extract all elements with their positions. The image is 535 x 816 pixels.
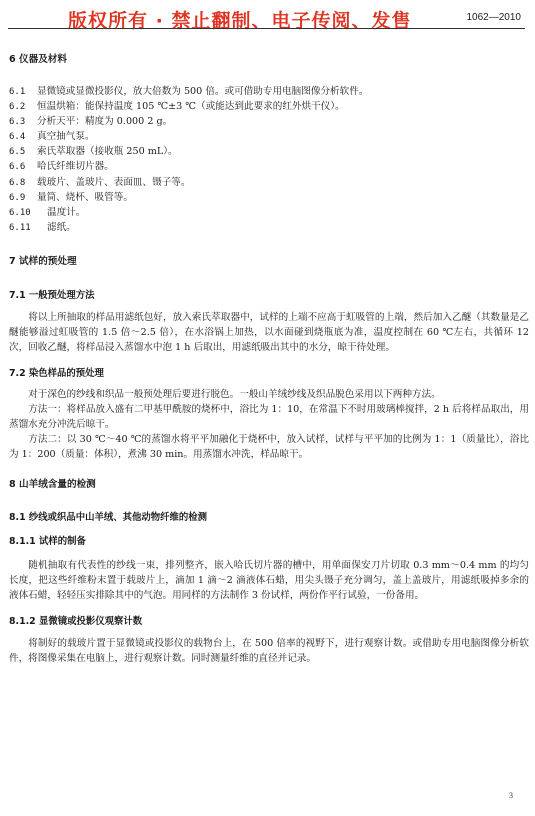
item-text: 分析天平：精度为 0.000 2 g。 (37, 116, 173, 128)
item-text: 温度计。 (47, 206, 86, 218)
item-text: 滤纸。 (47, 221, 76, 233)
item-number: 6.1 (9, 87, 26, 97)
section-8-1-1-heading: 8.1.1 试样的制备 (9, 535, 86, 547)
item-text: 真空抽气泵。 (37, 131, 95, 143)
section-7-1-text: 将以上所抽取的样品用滤纸包好，放入索氏萃取器中，试样的上端不应高于虹吸管的上端，然后加入乙醚（其数量是乙醚能够溢过虹吸管的 1.5 倍～2.5 倍），在水浴锅上加热，以水面碰到烧瓶底为准，温度控制在 60 ℃左右，共循环 12 次，回收乙醚，将样品浸入蒸馏水中泡 1 h 后取出，用滤纸吸出其中的水分，晾干待处理。 (9, 311, 529, 353)
item-text: 显微镜或显微投影仪，放大倍数为 500 倍。或可借助专用电脑图像分析软件。 (37, 86, 369, 97)
instrument-item (9, 220, 529, 235)
section-7-2-text: 对于深色的纱线和织品一般预处理后要进行脱色。一般山羊绒纱线及织品脱色采用以下两种方法。 (28, 388, 441, 400)
section-8-1-2-text: 将制好的载玻片置于显微镜或投影仪的载物台上，在 500 倍率的视野下，进行观察计数。或借助专用电脑图像分析软件，将图像采集在电脑上，进行观察计数。同时测量纤维的直径并记录。 (9, 637, 529, 664)
instrument-item (9, 99, 529, 114)
item-number: 6.2 (9, 102, 26, 113)
item-text: 量筒、烧杯、吸管等。 (37, 191, 133, 203)
section-7-2-method-2: 方法二：以 30 ℃～40 ℃的蒸馏水将平平加融化于烧杯中，放入试样，试样与平平加的比例为 1：1（质量比），浴比为 1：200（质量：体积），煮沸 30 min。用蒸馏水冲洗，样品晾干。 (9, 433, 529, 460)
section-8-1-1-text: 随机抽取有代表性的纱线一束，排列整齐，嵌入哈氏切片器的槽中，用单面保安刀片切取 0.3 mm～0.4 mm 的均匀长度，把这些纤维粉末置于载玻片上，滴加 1 滴～2 滴液体石蜡，用尖头镊子充分调匀，盖上盖玻片，用滤纸吸掉多余的液体石蜡，轻轻压实排除其中的气泡。用同样的方法制作 3 份试样，两份作平行试验，一份备用。 (9, 559, 529, 601)
section-8-1-2-heading: 8.1.2 显微镜或投影仪观察计数 (9, 615, 143, 627)
item-number: 6.8 (9, 177, 26, 188)
instrument-item (9, 175, 529, 190)
item-number: 6.6 (9, 162, 26, 173)
item-number: 6.9 (9, 192, 26, 203)
item-number: 6.3 (9, 117, 26, 128)
instrument-item (9, 114, 529, 129)
standard-number: 1062—2010 (466, 12, 521, 23)
section-7-2-heading: 7.2 染色样品的预处理 (9, 367, 104, 379)
item-number: 6.11 (9, 222, 31, 233)
instrument-item (9, 129, 529, 144)
copyright-watermark: 版权所有 · 禁止翻制、电子传阅、发售 (68, 10, 412, 32)
section-7-heading: 7 试样的预处理 (9, 255, 77, 267)
document-body (9, 38, 529, 666)
item-text: 恒温烘箱：能保持温度 105 ℃±3 ℃（或能达到此要求的红外烘干仪）。 (37, 101, 345, 113)
instrument-item (9, 84, 529, 99)
instrument-item (9, 159, 529, 174)
item-text: 哈氏纤维切片器。 (37, 161, 114, 173)
header-rule (8, 28, 525, 29)
item-text: 载玻片、盖玻片、表面皿、镊子等。 (37, 176, 191, 188)
section-7-1-heading: 7.1 一般预处理方法 (9, 289, 95, 301)
instrument-item (9, 190, 529, 205)
item-text: 索氏萃取器（接收瓶 250 mL）。 (37, 146, 178, 158)
section-8-1-heading: 8.1 纱线或织品中山羊绒、其他动物纤维的检测 (9, 511, 207, 523)
section-7-2-method-1: 方法一：将样品放入盛有二甲基甲酰胺的烧杯中，浴比为 1：10，在常温下不时用玻璃棒搅拌，2 h 后将样品取出，用蒸馏水充分冲洗后晾干。 (9, 403, 529, 430)
page-number: 3 (509, 791, 513, 800)
item-number: 6.4 (9, 132, 26, 143)
item-number: 6.10 (9, 207, 31, 218)
section-8-heading: 8 山羊绒含量的检测 (9, 478, 96, 490)
instrument-item (9, 144, 529, 159)
instrument-list (9, 84, 529, 235)
section-6-heading: 6 仪器及材料 (9, 54, 67, 65)
instrument-item (9, 205, 529, 220)
item-number: 6.5 (9, 147, 26, 158)
